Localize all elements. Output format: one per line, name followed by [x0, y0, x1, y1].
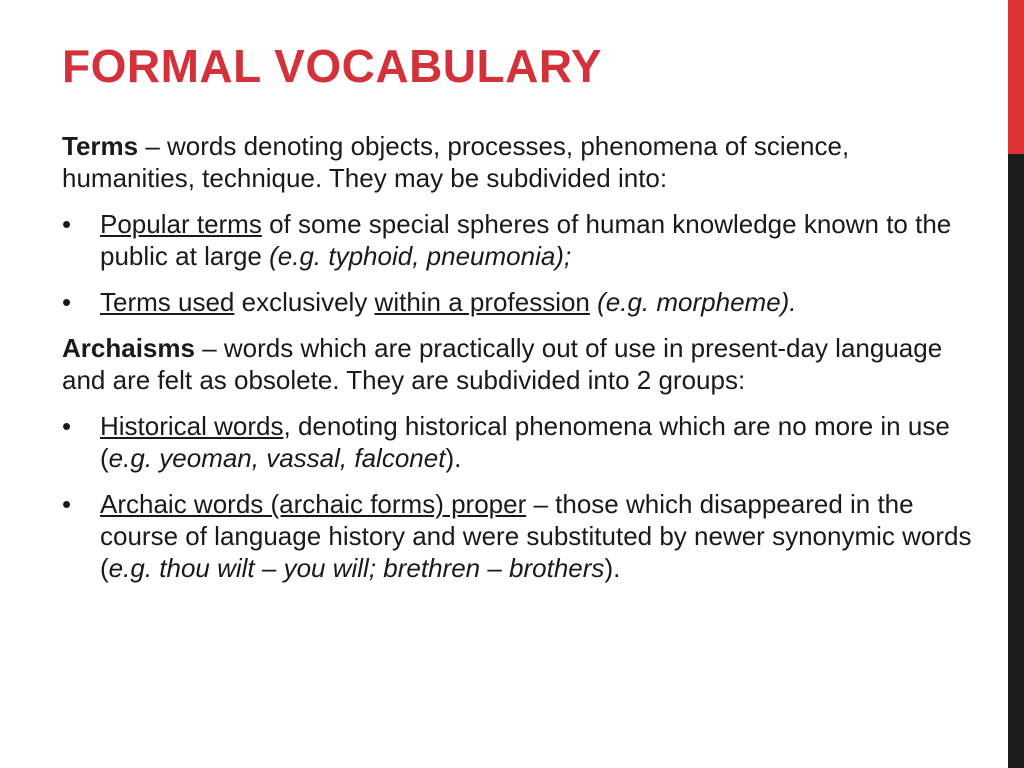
- bullet-example: (e.g. morpheme).: [597, 287, 797, 317]
- slide-body: [62, 130, 982, 598]
- bullet-eg: e.g.: [108, 443, 153, 473]
- popular-terms-link: Popular terms: [100, 209, 262, 239]
- bullet-example-1: thou wilt: [152, 553, 255, 583]
- list-item: [62, 286, 982, 318]
- list-item: [62, 208, 982, 272]
- bullet-text: exclusively: [234, 287, 375, 317]
- bullet-dash-1: –: [254, 553, 284, 583]
- archaisms-definition: – words which are practically out of use in present-day language and are felt as obsolete. They are subdivided into 2 groups:: [62, 333, 943, 395]
- bullet-text: of some special spheres of human knowledge known to the public at large: [100, 209, 952, 271]
- bullet-eg: e.g.: [108, 553, 153, 583]
- bullet-end: ).: [604, 553, 621, 583]
- bullet-end: ).: [445, 443, 462, 473]
- terms-bullet-list: [62, 208, 982, 318]
- accent-bar-red: [1008, 0, 1024, 154]
- list-item: [62, 488, 982, 584]
- bullet-example-2: you will; brethren: [283, 553, 481, 583]
- archaisms-heading: Archaisms: [62, 333, 195, 363]
- historical-words-link: Historical words: [100, 411, 284, 441]
- bullet-examples: yeoman, vassal, falconet: [152, 443, 446, 473]
- bullet-icon: •: [62, 209, 72, 239]
- bullet-example: (e.g. typhoid, pneumonia);: [269, 241, 572, 271]
- bullet-icon: •: [62, 489, 72, 519]
- bullet-text: – those which disappeared in the course of language history and were substituted by newer synonymic words (: [100, 489, 972, 583]
- terms-used-link: Terms used: [100, 287, 235, 317]
- terms-definition: – words denoting objects, processes, phenomena of science, humanities, technique. They may be subdivided into:: [62, 131, 850, 193]
- accent-bar-dark: [1008, 154, 1024, 768]
- bullet-icon: •: [62, 287, 72, 317]
- terms-paragraph: [62, 130, 982, 194]
- archaisms-paragraph: [62, 332, 982, 396]
- within-profession-link: within a profession: [374, 287, 590, 317]
- bullet-icon: •: [62, 411, 72, 441]
- terms-heading: Terms: [62, 131, 139, 161]
- archaic-words-link: Archaic words (archaic forms) proper: [100, 489, 527, 519]
- bullet-dash-2: –: [480, 553, 510, 583]
- list-item: [62, 410, 982, 474]
- slide-title: FORMAL VOCABULARY: [62, 40, 603, 92]
- archaisms-bullet-list: [62, 410, 982, 584]
- bullet-example-3: brothers: [509, 553, 605, 583]
- bullet-text: , denoting historical phenomena which are no more in use (: [100, 411, 950, 473]
